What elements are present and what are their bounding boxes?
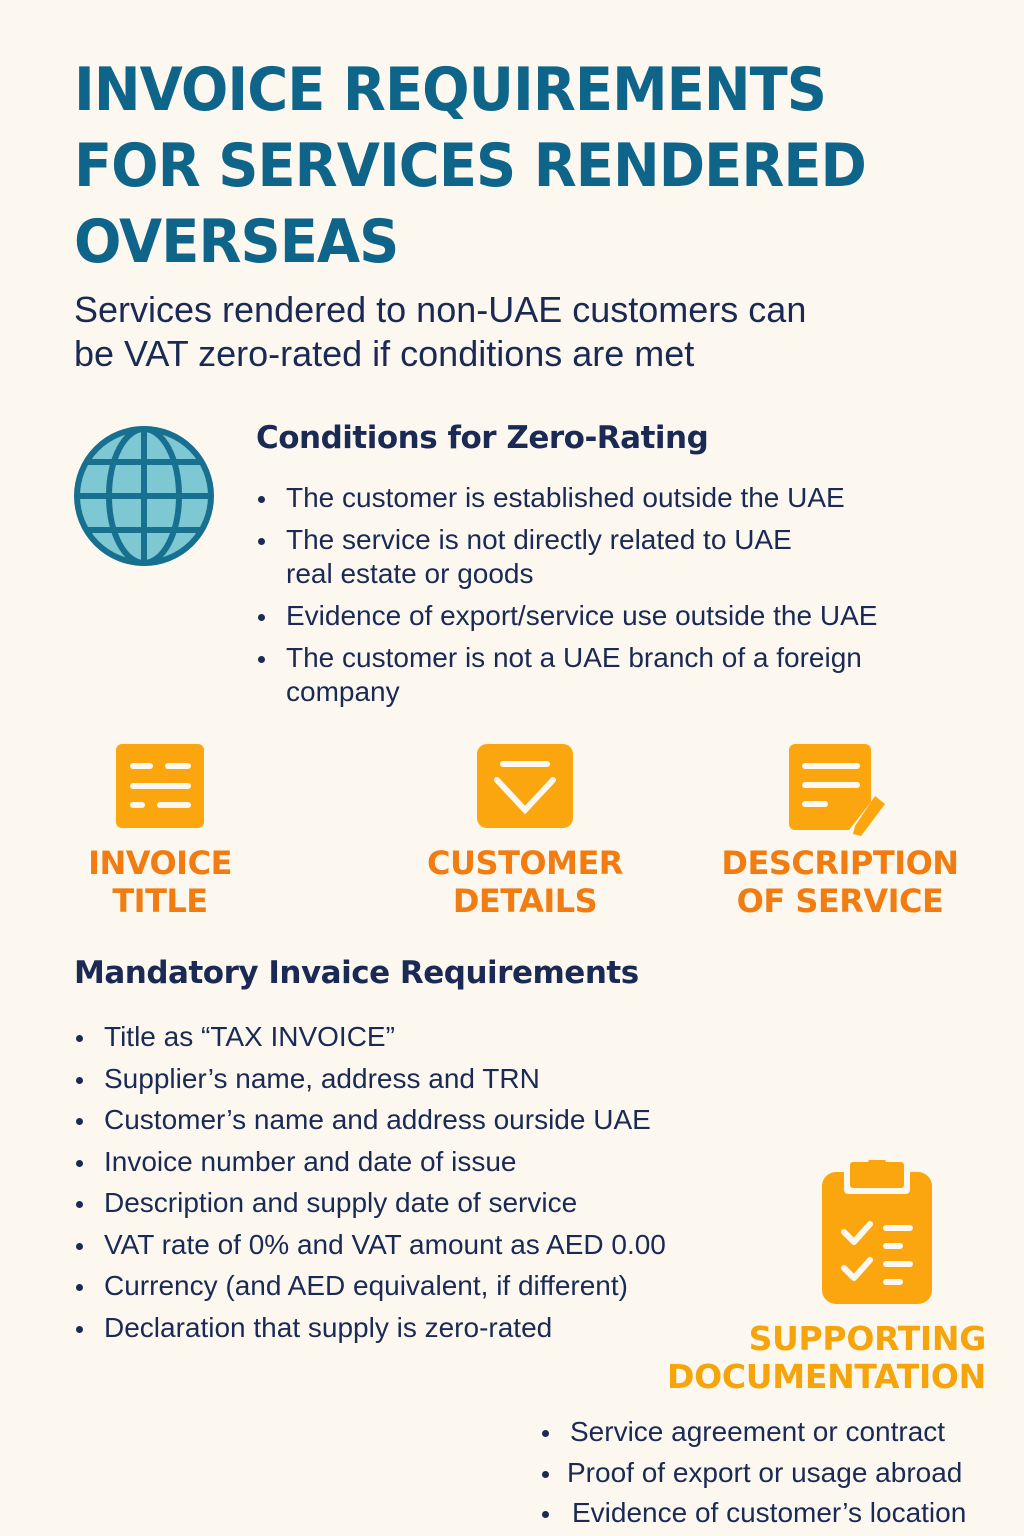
mandatory-item: Currency (and AED equivalent, if different) (74, 1265, 774, 1307)
page-subtitle (74, 288, 974, 376)
title-line-3: OVERSEAS (74, 207, 399, 277)
feature-customer-details (410, 740, 640, 920)
mandatory-item: Invoice number and date of issue (74, 1141, 774, 1183)
mandatory-list (74, 1016, 774, 1348)
mandatory-item: Title as “TAX INVOICE” (74, 1016, 774, 1058)
supporting-heading (667, 1320, 986, 1396)
page-title (74, 52, 911, 280)
mandatory-heading: Mandatory Invaice Requirements (74, 955, 639, 991)
title-line-2: FOR SERVICES RENDERED (74, 131, 866, 201)
feature-label-line: DETAILS (452, 882, 598, 920)
supporting-item: Evidence of customer’s location (540, 1493, 1000, 1534)
supporting-heading-line: DOCUMENTATION (667, 1357, 986, 1396)
invoice-document-icon (112, 740, 208, 830)
feature-description-of-service (710, 740, 970, 920)
supporting-list (540, 1412, 1000, 1534)
condition-text: The customer is not a UAE branch of a foreign (286, 642, 862, 673)
subtitle-line-2: be VAT zero-rated if conditions are met (74, 333, 695, 374)
condition-item (256, 481, 956, 515)
mandatory-item: VAT rate of 0% and VAT amount as AED 0.00 (74, 1224, 774, 1266)
mandatory-item: Supplier’s name, address and TRN (74, 1058, 774, 1100)
condition-item (256, 641, 956, 709)
clipboard-checklist-icon (818, 1160, 936, 1308)
feature-label-line: CUSTOMER (427, 844, 623, 882)
feature-label (710, 844, 970, 920)
customer-envelope-icon (473, 740, 577, 830)
feature-label (60, 844, 260, 920)
condition-text: Evidence of export/service use outside the UAE (286, 600, 878, 631)
conditions-list (256, 481, 956, 717)
condition-text: The service is not directly related to UAE (286, 524, 792, 555)
feature-label-line: OF SERVICE (736, 882, 944, 920)
document-edit-icon (785, 740, 895, 836)
feature-invoice-title (60, 740, 260, 920)
feature-label-line: DESCRIPTION (721, 844, 959, 882)
condition-item (256, 523, 956, 591)
title-line-1: INVOICE REQUIREMENTS (74, 55, 827, 125)
conditions-heading: Conditions for Zero-Rating (256, 420, 709, 456)
globe-icon (72, 424, 216, 568)
condition-item (256, 599, 956, 633)
supporting-item: Service agreement or contract (540, 1412, 1000, 1453)
condition-text: company (286, 676, 400, 707)
condition-text: real estate or goods (286, 558, 534, 589)
feature-label-line: TITLE (112, 882, 208, 920)
mandatory-item: Customer’s name and address ourside UAE (74, 1099, 774, 1141)
supporting-item: Proof of export or usage abroad (540, 1453, 1000, 1494)
subtitle-line-1: Services rendered to non-UAE customers can (74, 289, 807, 330)
mandatory-item: Description and supply date of service (74, 1182, 774, 1224)
supporting-heading-line: SUPPORTING (748, 1319, 986, 1358)
feature-label-line: INVOICE (88, 844, 232, 882)
condition-text: The customer is established outside the UAE (286, 482, 845, 513)
mandatory-item: Declaration that supply is zero-rated (74, 1307, 774, 1349)
feature-label (410, 844, 640, 920)
